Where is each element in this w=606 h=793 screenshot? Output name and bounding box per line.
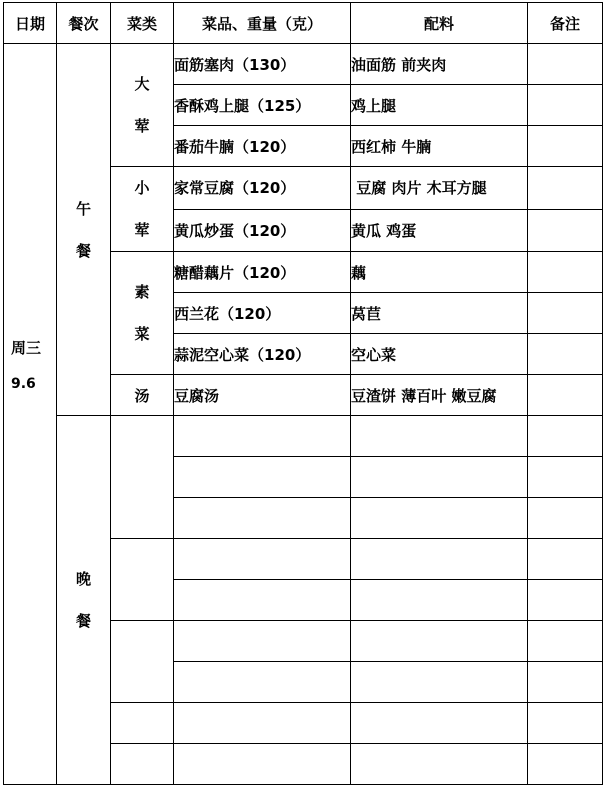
dish-cell: 蒜泥空心菜（120） bbox=[174, 334, 351, 375]
note-cell bbox=[528, 416, 603, 457]
dish-cell bbox=[174, 539, 351, 580]
note-cell bbox=[528, 293, 603, 334]
meal-dinner-char: 晚 bbox=[75, 570, 91, 588]
ingredients-cell bbox=[351, 457, 528, 498]
header-row bbox=[4, 3, 603, 44]
category-cell bbox=[111, 621, 174, 703]
note-cell bbox=[528, 167, 603, 210]
note-cell bbox=[528, 498, 603, 539]
category-cell bbox=[111, 167, 174, 252]
note-cell bbox=[528, 334, 603, 375]
meal-lunch-char: 餐 bbox=[75, 241, 91, 260]
table-row bbox=[4, 44, 603, 85]
date-cell bbox=[4, 44, 57, 785]
dish-cell: 家常豆腐（120） bbox=[174, 167, 351, 210]
meal-lunch-char: 午 bbox=[75, 199, 91, 218]
ingredients-cell: 莴苣 bbox=[351, 293, 528, 334]
category-char: 小 bbox=[134, 179, 150, 197]
category-char: 素 bbox=[134, 283, 150, 301]
category-cell bbox=[111, 703, 174, 744]
ingredients-cell: 黄瓜 鸡蛋 bbox=[351, 209, 528, 252]
category-cell bbox=[111, 539, 174, 621]
table-row bbox=[4, 416, 603, 457]
header-meal: 餐次 bbox=[57, 3, 111, 44]
note-cell bbox=[528, 580, 603, 621]
note-cell bbox=[528, 621, 603, 662]
dish-cell bbox=[174, 416, 351, 457]
category-char: 荤 bbox=[134, 117, 150, 135]
category-cell bbox=[111, 44, 174, 167]
meal-dinner-cell bbox=[57, 416, 111, 785]
ingredients-cell bbox=[351, 580, 528, 621]
date-month-day: 9.6 bbox=[11, 376, 36, 392]
note-cell bbox=[528, 375, 603, 416]
dish-cell bbox=[174, 621, 351, 662]
dish-cell: 西兰花（120） bbox=[174, 293, 351, 334]
note-cell bbox=[528, 209, 603, 252]
date-weekday: 周三 bbox=[11, 339, 42, 357]
note-cell bbox=[528, 126, 603, 167]
header-date: 日期 bbox=[4, 3, 57, 44]
ingredients-cell: 豆渣饼 薄百叶 嫩豆腐 bbox=[351, 375, 528, 416]
category-char: 大 bbox=[134, 75, 150, 93]
ingredients-cell: 鸡上腿 bbox=[351, 85, 528, 126]
dish-cell: 面筋塞肉（130） bbox=[174, 44, 351, 85]
category-cell bbox=[111, 416, 174, 539]
note-cell bbox=[528, 662, 603, 703]
ingredients-cell bbox=[351, 498, 528, 539]
menu-table bbox=[3, 2, 603, 785]
note-cell bbox=[528, 85, 603, 126]
header-notes: 备注 bbox=[528, 3, 603, 44]
dish-cell: 糖醋藕片（120） bbox=[174, 252, 351, 293]
dish-cell: 黄瓜炒蛋（120） bbox=[174, 209, 351, 252]
ingredients-cell: 藕 bbox=[351, 252, 528, 293]
ingredients-cell bbox=[351, 621, 528, 662]
ingredients-cell: 西红柿 牛腩 bbox=[351, 126, 528, 167]
dish-cell bbox=[174, 457, 351, 498]
dish-cell bbox=[174, 580, 351, 621]
ingredients-cell bbox=[351, 744, 528, 785]
category-cell bbox=[111, 744, 174, 785]
note-cell bbox=[528, 539, 603, 580]
ingredients-cell: 油面筋 前夹肉 bbox=[351, 44, 528, 85]
note-cell bbox=[528, 252, 603, 293]
meal-dinner-char: 餐 bbox=[75, 612, 91, 630]
dish-cell bbox=[174, 662, 351, 703]
ingredients-cell: 空心菜 bbox=[351, 334, 528, 375]
note-cell bbox=[528, 703, 603, 744]
ingredients-cell bbox=[351, 662, 528, 703]
header-category: 菜类 bbox=[111, 3, 174, 44]
category-cell: 汤 bbox=[111, 375, 174, 416]
header-dish-weight: 菜品、重量（克） bbox=[174, 3, 351, 44]
ingredients-cell bbox=[351, 416, 528, 457]
note-cell bbox=[528, 44, 603, 85]
dish-cell: 豆腐汤 bbox=[174, 375, 351, 416]
ingredients-cell bbox=[351, 703, 528, 744]
dish-cell: 番茄牛腩（120） bbox=[174, 126, 351, 167]
ingredients-cell bbox=[351, 539, 528, 580]
dish-cell: 香酥鸡上腿（125） bbox=[174, 85, 351, 126]
dish-cell bbox=[174, 744, 351, 785]
meal-lunch-label bbox=[76, 188, 91, 272]
note-cell bbox=[528, 744, 603, 785]
header-ingredients: 配料 bbox=[351, 3, 528, 44]
note-cell bbox=[528, 457, 603, 498]
category-char: 荤 bbox=[134, 221, 150, 239]
category-cell bbox=[111, 252, 174, 375]
category-char: 菜 bbox=[134, 325, 150, 343]
meal-dinner-label bbox=[76, 558, 91, 642]
dish-cell bbox=[174, 703, 351, 744]
meal-lunch-cell bbox=[57, 44, 111, 416]
ingredients-cell: 豆腐 肉片 木耳方腿 bbox=[351, 167, 528, 210]
dish-cell bbox=[174, 498, 351, 539]
